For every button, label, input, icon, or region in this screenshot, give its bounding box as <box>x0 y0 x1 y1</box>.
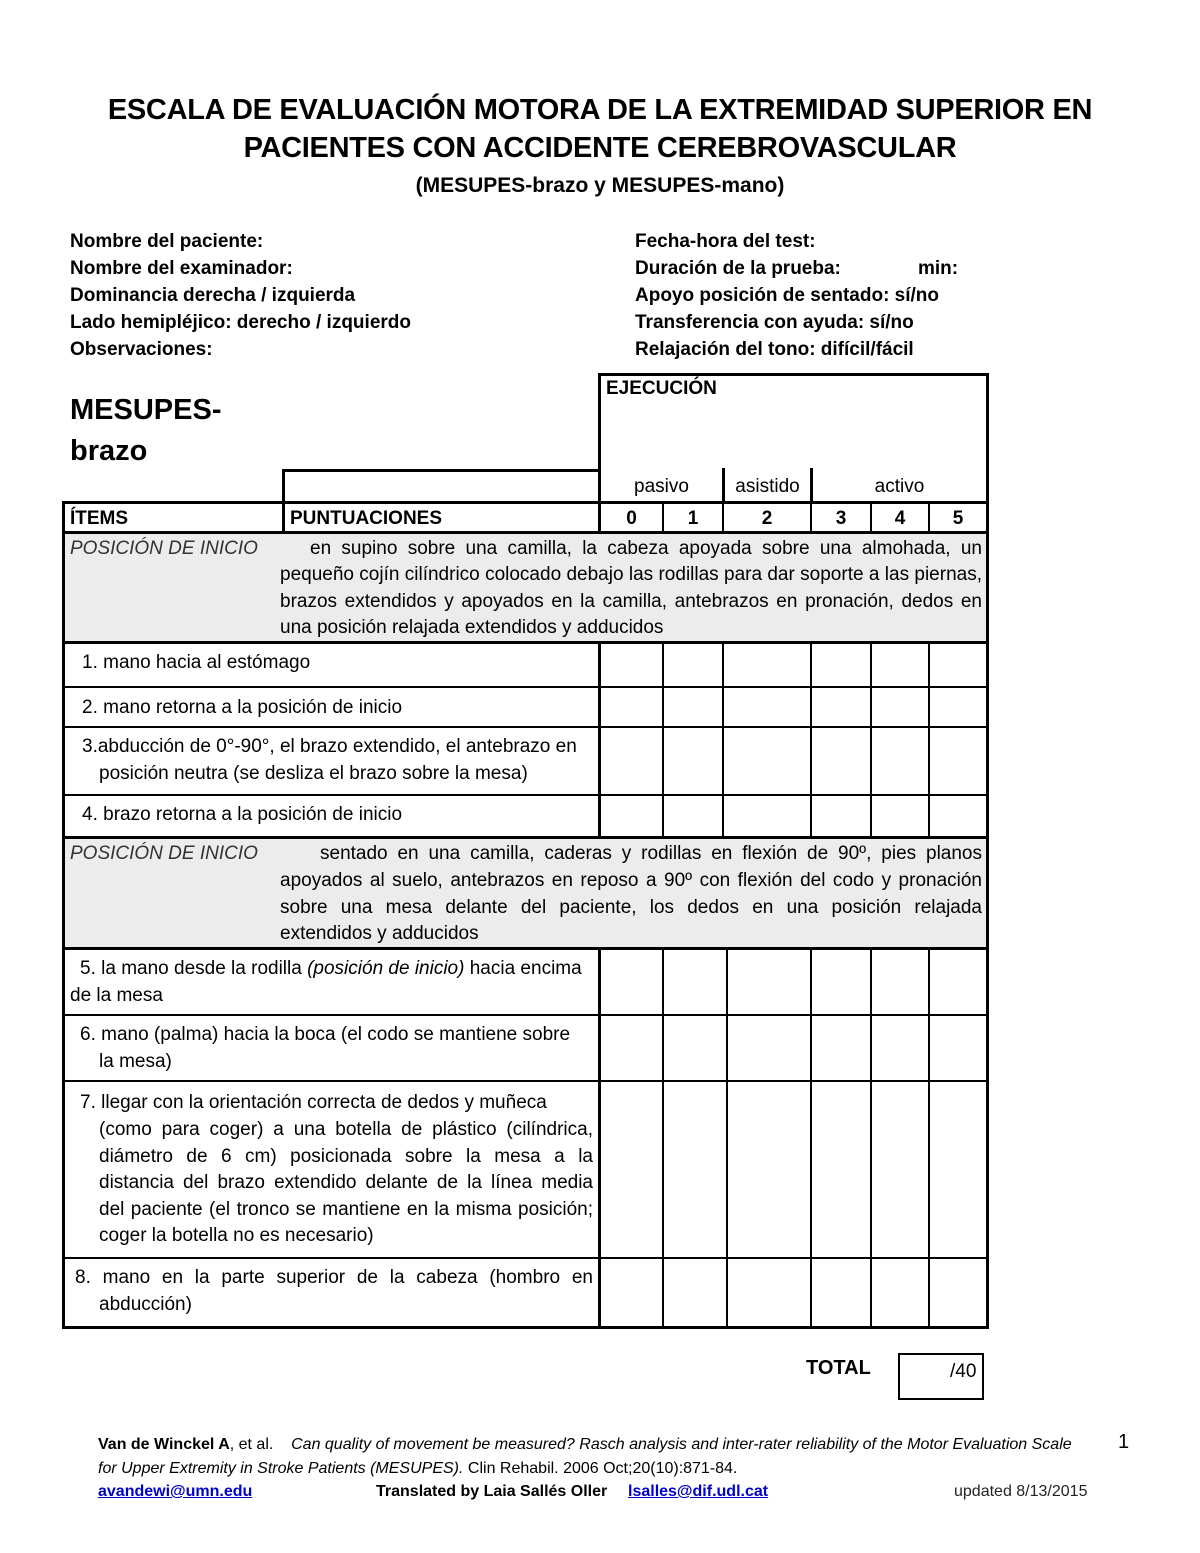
citation-title-2: for Upper Extremity in Stroke Patients (MESUPES). <box>98 1460 464 1477</box>
scores-header: PUNTUACIONES <box>290 508 443 529</box>
observations-label: Observaciones: <box>70 339 213 360</box>
start-position-2-first-line: sentado en una camilla, caderas y rodillas en flexión de 90º, pies planos <box>320 843 982 864</box>
assisted-transfer-label: Transferencia con ayuda: sí/no <box>635 312 914 333</box>
item-3-line-1: 3.abducción de 0°-90°, el brazo extendido, el antebrazo en <box>82 736 577 757</box>
item-5-text-a: 5. la mano desde la rodilla <box>80 958 302 979</box>
patient-info-left <box>70 228 411 363</box>
start-position-2-label: POSICIÓN DE INICIO <box>70 843 258 864</box>
item-3-line-2: posición neutra (se desliza el brazo sobre la mesa) <box>99 763 528 784</box>
citation-line-1 <box>98 1433 1072 1457</box>
section-title-line-2: brazo <box>70 435 148 467</box>
hemiplegic-side-label: Lado hemipléjico: derecho / izquierdo <box>70 312 411 333</box>
citation-line-2 <box>98 1457 737 1481</box>
score-5: 5 <box>952 508 964 529</box>
citation-reference: Clin Rehabil. 2006 Oct;20(10):871-84. <box>467 1460 738 1477</box>
translator-email-link-wrap <box>628 1480 768 1504</box>
test-duration-label: Duración de la prueba: <box>635 258 841 279</box>
tone-relaxation-label: Relajación del tono: difícil/fácil <box>635 339 914 360</box>
start-position-1-description: pequeño cojín cilíndrico colocado debajo las rodillas para dar soporte a las piernas, brazos extendidos y apoyados en la camilla, antebrazos en pronación, dedos en una posición relajada extendidos y adducidos <box>280 564 982 638</box>
section-title-line-1: MESUPES- <box>70 394 222 426</box>
item-1: 1. mano hacia al estómago <box>82 652 311 673</box>
start-position-1-label: POSICIÓN DE INICIO <box>70 538 258 559</box>
items-header: ÍTEMS <box>70 508 129 529</box>
score-1: 1 <box>687 508 699 529</box>
item-5-text-c: hacia encima <box>469 958 582 979</box>
translator-credit: Translated by Laia Sallés Oller <box>376 1483 608 1500</box>
duration-min-label: min: <box>918 258 959 279</box>
item-5-start-position: (posición de inicio) <box>307 958 465 979</box>
citation-etal: , et al. <box>229 1436 274 1453</box>
item-5-line-1 <box>80 956 582 983</box>
updated-date: updated 8/13/2015 <box>954 1483 1088 1500</box>
sitting-support-label: Apoyo posición de sentado: sí/no <box>635 285 940 306</box>
total-value: /40 <box>950 1361 977 1382</box>
start-position-2-description: apoyados al suelo, antebrazos en reposo a 90º con flexión del codo y pronación sobre una mesa delante del paciente, los dedos en una posición relajada extendidos y adducidos <box>280 870 982 944</box>
score-3: 3 <box>835 508 847 529</box>
patient-name-label: Nombre del paciente: <box>70 231 264 252</box>
patient-info-right <box>635 228 939 363</box>
author-email-link[interactable]: avandewi@umn.edu <box>98 1483 253 1500</box>
title-line-2: PACIENTES CON ACCIDENTE CEREBROVASCULAR <box>243 132 957 164</box>
score-4: 4 <box>894 508 906 529</box>
score-0: 0 <box>626 508 637 529</box>
start-position-1-first-line: en supino sobre una camilla, la cabeza apoyada sobre una almohada, un <box>310 538 982 559</box>
subtitle: (MESUPES-brazo y MESUPES-mano) <box>415 174 785 197</box>
test-date-label: Fecha-hora del test: <box>635 231 816 252</box>
item-4: 4. brazo retorna a la posición de inicio <box>82 804 403 825</box>
item-7-line-1: 7. llegar con la orientación correcta de dedos y muñeca <box>80 1092 547 1113</box>
total-box[interactable] <box>898 1353 984 1400</box>
author-email-link-wrap <box>98 1480 252 1504</box>
title-line-1: ESCALA DE EVALUACIÓN MOTORA DE LA EXTREMIDAD SUPERIOR EN <box>107 94 1093 126</box>
page-number: 1 <box>1118 1431 1130 1453</box>
item-8-line-1: 8. mano en la parte superior de la cabeza (hombro en <box>75 1267 593 1288</box>
item-2: 2. mano retorna a la posición de inicio <box>82 697 403 718</box>
item-8-line-2: abducción) <box>99 1294 192 1315</box>
item-7-description: (como para coger) a una botella de plástico (cilíndrica, diámetro de 6 cm) posicionada sobre la mesa a la distancia del brazo extendido delante de la línea media del paciente (el tronco se mantiene en la misma posición; coger la botella no es necesario) <box>99 1119 593 1246</box>
score-2: 2 <box>761 508 773 529</box>
level-activo: activo <box>874 476 925 497</box>
level-pasivo: pasivo <box>634 476 689 497</box>
total-label: TOTAL <box>806 1357 871 1379</box>
level-asistido: asistido <box>735 476 800 497</box>
item-6-line-2: la mesa) <box>99 1051 172 1072</box>
dominance-label: Dominancia derecha / izquierda <box>70 285 356 306</box>
ejecucion-label: EJECUCIÓN <box>606 378 717 399</box>
item-5-line-2: de la mesa <box>70 985 163 1006</box>
translator-email-link[interactable]: lsalles@dif.udl.cat <box>628 1483 769 1500</box>
citation-authors: Van de Winckel A <box>98 1436 230 1453</box>
citation-title: Can quality of movement be measured? Rasch analysis and inter-rater reliability of the Motor Evaluation Scale <box>291 1436 1072 1453</box>
examiner-name-label: Nombre del examinador: <box>70 258 293 279</box>
item-6-line-1: 6. mano (palma) hacia la boca (el codo se mantiene sobre <box>80 1024 571 1045</box>
